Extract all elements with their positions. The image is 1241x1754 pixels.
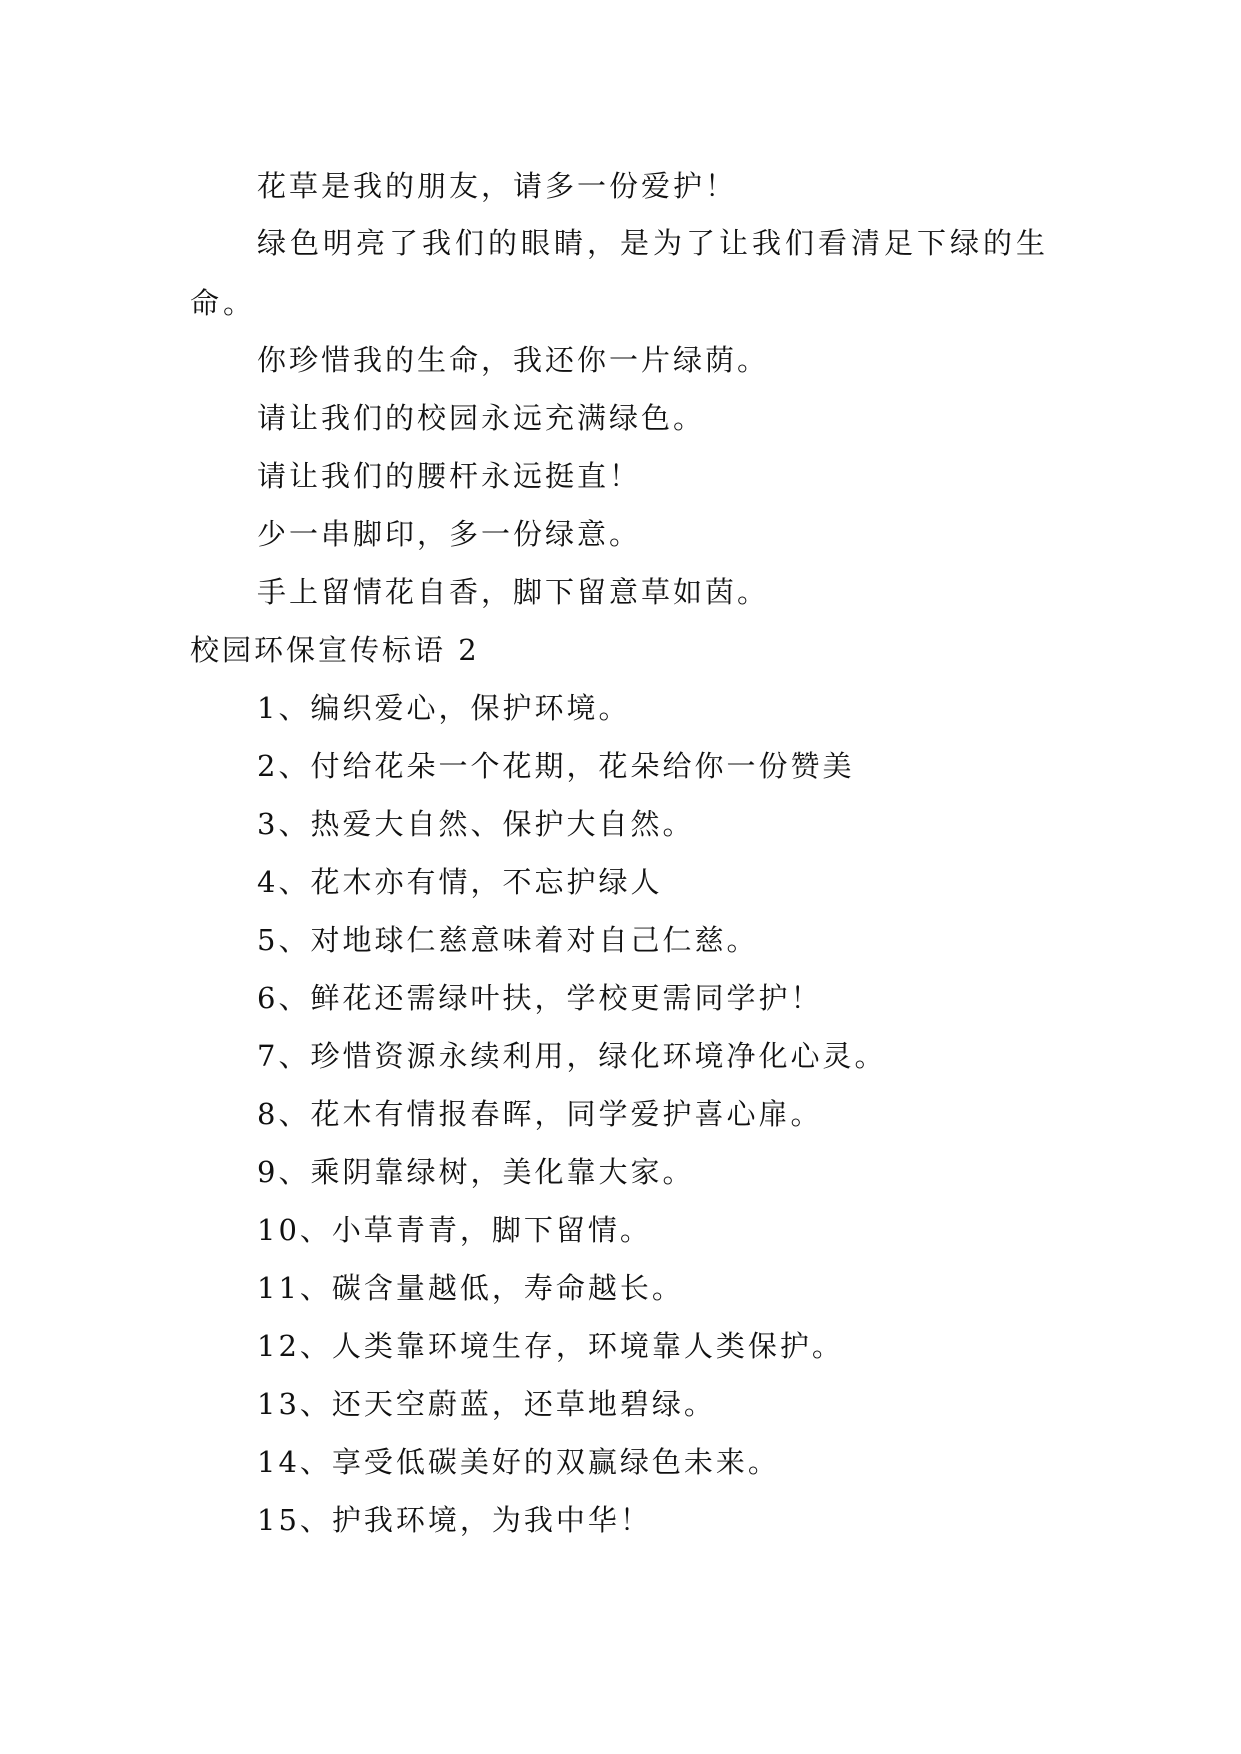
list-item: 13、还天空蔚蓝，还草地碧绿。: [257, 1387, 716, 1421]
list-item: 1、编织爱心，保护环境。: [257, 691, 631, 725]
paragraph: 请让我们的腰杆永远挺直！: [257, 459, 642, 493]
paragraph: 绿色明亮了我们的眼睛，是为了让我们看清足下绿的生命。: [190, 226, 1050, 320]
section-title: 校园环保宣传标语 2: [190, 633, 480, 667]
list-item: 7、珍惜资源永续利用，绿化环境净化心灵。: [257, 1039, 887, 1073]
list-item: 14、享受低碳美好的双赢绿色未来。: [257, 1445, 780, 1479]
list-item: 4、花木亦有情，不忘护绿人: [257, 865, 663, 899]
list-item: 12、人类靠环境生存，环境靠人类保护。: [257, 1329, 844, 1363]
paragraph: 请让我们的校园永远充满绿色。: [257, 401, 706, 435]
list-item: 2、付给花朵一个花期，花朵给你一份赞美: [257, 749, 855, 783]
list-item: 10、小草青青，脚下留情。: [257, 1213, 652, 1247]
list-item: 11、碳含量越低，寿命越长。: [257, 1271, 684, 1305]
paragraph: 你珍惜我的生命，我还你一片绿荫。: [257, 343, 770, 377]
paragraph: 少一串脚印，多一份绿意。: [257, 517, 642, 551]
list-item: 3、热爱大自然、保护大自然。: [257, 807, 695, 841]
list-item: 8、花木有情报春晖，同学爱护喜心扉。: [257, 1097, 823, 1131]
list-item: 9、乘阴靠绿树，美化靠大家。: [257, 1155, 695, 1189]
list-item: 6、鲜花还需绿叶扶，学校更需同学护！: [257, 981, 823, 1015]
paragraph: 手上留情花自香，脚下留意草如茵。: [257, 575, 770, 609]
list-item: 5、对地球仁慈意味着对自己仁慈。: [257, 923, 759, 957]
paragraph: 花草是我的朋友，请多一份爱护！: [257, 169, 738, 203]
list-item: 15、护我环境，为我中华！: [257, 1503, 652, 1537]
